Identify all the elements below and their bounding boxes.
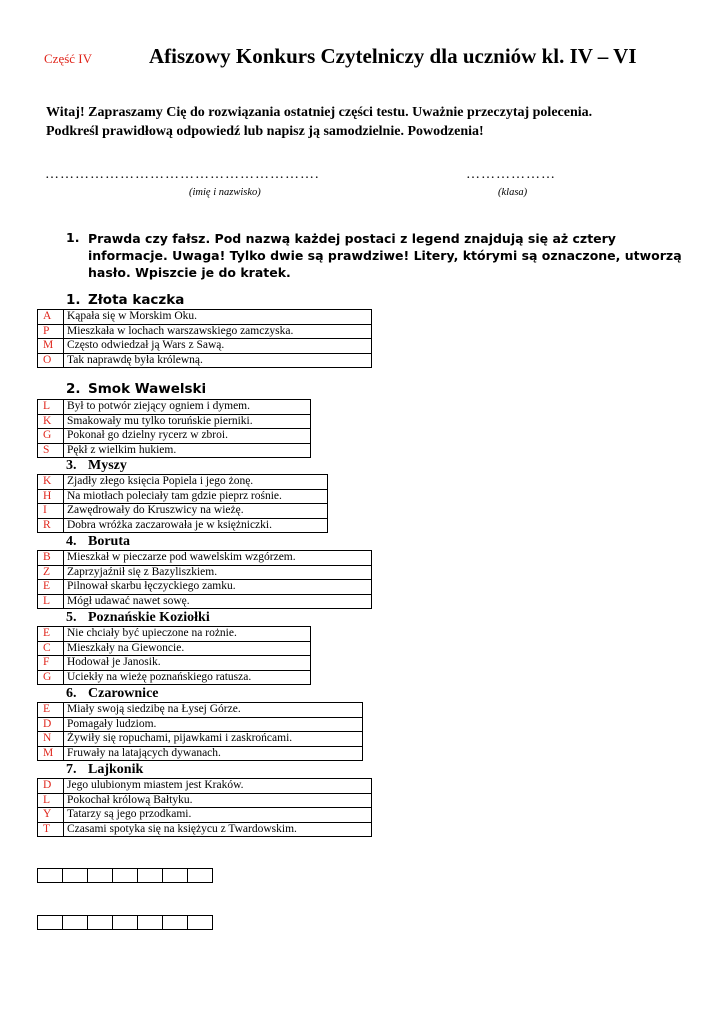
intro-line-2: Podkreśl prawidłową odpowiedź lub napisz ją samodzielnie. Powodzenia! bbox=[46, 124, 484, 139]
statement-letter: D bbox=[38, 717, 64, 732]
class-field[interactable]: ……………… bbox=[466, 167, 556, 182]
answer-boxes-2 bbox=[37, 915, 213, 930]
task-number: 1. bbox=[66, 230, 80, 245]
statement-text[interactable]: Mieszkał w pieczarze pod wawelskim wzgórzem. bbox=[64, 551, 372, 566]
statement-text[interactable]: Dobra wróżka zaczarowała je w księżniczki. bbox=[64, 518, 328, 533]
name-field[interactable]: ………………………………………………. bbox=[45, 167, 320, 182]
statement-row[interactable] bbox=[38, 627, 311, 642]
statement-letter: B bbox=[38, 551, 64, 566]
statement-table bbox=[37, 626, 311, 685]
statement-text[interactable]: Żywiły się ropuchami, pijawkami i zaskrońcami. bbox=[64, 732, 363, 747]
statement-row[interactable] bbox=[38, 746, 363, 761]
section-title bbox=[66, 458, 127, 474]
answer-box[interactable] bbox=[138, 916, 163, 930]
statement-row[interactable] bbox=[38, 353, 372, 368]
statement-text[interactable]: Zawędrowały do Kruszwicy na wieżę. bbox=[64, 504, 328, 519]
section-title bbox=[66, 686, 159, 702]
statement-letter: K bbox=[38, 475, 64, 490]
statement-row[interactable] bbox=[38, 717, 363, 732]
section-name: Smok Wawelski bbox=[88, 381, 207, 397]
statement-text[interactable]: Nie chciały być upieczone na rożnie. bbox=[64, 627, 311, 642]
answer-boxes-1 bbox=[37, 868, 213, 883]
statement-text[interactable]: Był to potwór ziejący ogniem i dymem. bbox=[64, 400, 311, 415]
intro-line-1: Witaj! Zapraszamy Cię do rozwiązania ostatniej części testu. Uważnie przeczytaj polecenia. bbox=[46, 105, 593, 120]
section-name: Czarownice bbox=[88, 686, 159, 701]
statement-row[interactable] bbox=[38, 779, 372, 794]
statement-text[interactable]: Zjadły złego księcia Popiela i jego żonę. bbox=[64, 475, 328, 490]
statement-text[interactable]: Jego ulubionym miastem jest Kraków. bbox=[64, 779, 372, 794]
statement-letter: L bbox=[38, 594, 64, 609]
statement-table bbox=[37, 399, 311, 458]
section-title bbox=[66, 381, 206, 397]
statement-text[interactable]: Pokonał go dzielny rycerz w zbroi. bbox=[64, 429, 311, 444]
statement-text[interactable]: Mieszkała w lochach warszawskiego zamczyska. bbox=[64, 324, 372, 339]
statement-letter: Y bbox=[38, 808, 64, 823]
statement-text[interactable]: Tak naprawdę była królewną. bbox=[64, 353, 372, 368]
statement-text[interactable]: Czasami spotyka się na księżycu z Twardowskim. bbox=[64, 822, 372, 837]
answer-box[interactable] bbox=[138, 869, 163, 883]
statement-table bbox=[37, 309, 372, 368]
statement-row[interactable] bbox=[38, 310, 372, 325]
answer-box[interactable] bbox=[38, 869, 63, 883]
name-caption: (imię i nazwisko) bbox=[189, 187, 261, 198]
answer-box[interactable] bbox=[63, 916, 88, 930]
answer-box[interactable] bbox=[113, 916, 138, 930]
statement-text[interactable]: Miały swoją siedzibę na Łysej Górze. bbox=[64, 703, 363, 718]
statement-row[interactable] bbox=[38, 414, 311, 429]
statement-row[interactable] bbox=[38, 551, 372, 566]
section-name: Złota kaczka bbox=[88, 292, 185, 308]
statement-row[interactable] bbox=[38, 504, 328, 519]
statement-text[interactable]: Pilnował skarbu łęczyckiego zamku. bbox=[64, 580, 372, 595]
statement-row[interactable] bbox=[38, 580, 372, 595]
statement-text[interactable]: Mieszkały na Giewoncie. bbox=[64, 641, 311, 656]
statement-letter: H bbox=[38, 489, 64, 504]
statement-letter: P bbox=[38, 324, 64, 339]
statement-letter: G bbox=[38, 670, 64, 685]
statement-text[interactable]: Mógł udawać nawet sowę. bbox=[64, 594, 372, 609]
statement-text[interactable]: Tatarzy są jego przodkami. bbox=[64, 808, 372, 823]
section-title bbox=[66, 762, 143, 778]
answer-box[interactable] bbox=[163, 916, 188, 930]
class-caption: (klasa) bbox=[498, 187, 528, 198]
statement-row[interactable] bbox=[38, 641, 311, 656]
statement-table bbox=[37, 550, 372, 609]
statement-table bbox=[37, 702, 363, 761]
statement-row[interactable] bbox=[38, 793, 372, 808]
statement-letter: L bbox=[38, 793, 64, 808]
section-number: 7. bbox=[66, 762, 77, 777]
statement-letter: M bbox=[38, 339, 64, 354]
task-instructions: Prawda czy fałsz. Pod nazwą każdej postaci z legend znajdują się aż cztery informacje. Uwaga! Tylko dwie są prawdziwe! Litery, którymi są oznaczone, utworzą hasło. Wpiszcie je do kratek. bbox=[88, 231, 682, 280]
statement-row[interactable] bbox=[38, 518, 328, 533]
statement-text[interactable]: Fruwały na latających dywanach. bbox=[64, 746, 363, 761]
statement-text[interactable]: Pękł z wielkim hukiem. bbox=[64, 443, 311, 458]
statement-letter: Z bbox=[38, 565, 64, 580]
statement-text[interactable]: Uciekły na wieżę poznańskiego ratusza. bbox=[64, 670, 311, 685]
statement-letter: S bbox=[38, 443, 64, 458]
answer-box[interactable] bbox=[63, 869, 88, 883]
page-title: Afiszowy Konkurs Czytelniczy dla uczniów kl. IV – VI bbox=[149, 44, 637, 68]
statement-text[interactable]: Na miotłach poleciały tam gdzie pieprz rośnie. bbox=[64, 489, 328, 504]
statement-text[interactable]: Zaprzyjaźnił się z Bazyliszkiem. bbox=[64, 565, 372, 580]
part-label: Część IV bbox=[44, 51, 93, 66]
answer-box[interactable] bbox=[88, 869, 113, 883]
answer-box[interactable] bbox=[188, 869, 213, 883]
statement-letter: A bbox=[38, 310, 64, 325]
section-name: Boruta bbox=[88, 534, 130, 549]
statement-letter: E bbox=[38, 703, 64, 718]
statement-letter: E bbox=[38, 580, 64, 595]
statement-row[interactable] bbox=[38, 808, 372, 823]
statement-text[interactable]: Często odwiedzał ją Wars z Sawą. bbox=[64, 339, 372, 354]
statement-row[interactable] bbox=[38, 656, 311, 671]
section-number: 1. bbox=[66, 292, 81, 308]
statement-table bbox=[37, 474, 328, 533]
section-number: 4. bbox=[66, 534, 77, 549]
statement-letter: I bbox=[38, 504, 64, 519]
section-name: Lajkonik bbox=[88, 762, 144, 777]
statement-letter: K bbox=[38, 414, 64, 429]
section-title bbox=[66, 534, 130, 550]
statement-letter: T bbox=[38, 822, 64, 837]
statement-letter: R bbox=[38, 518, 64, 533]
statement-text[interactable]: Kąpała się w Morskim Oku. bbox=[64, 310, 372, 325]
section-number: 3. bbox=[66, 458, 77, 473]
statement-row[interactable] bbox=[38, 443, 311, 458]
statement-row[interactable] bbox=[38, 670, 311, 685]
statement-letter: G bbox=[38, 429, 64, 444]
statement-text[interactable]: Smakowały mu tylko toruńskie pierniki. bbox=[64, 414, 311, 429]
section-name: Poznańskie Koziołki bbox=[88, 610, 210, 625]
section-title bbox=[66, 292, 184, 308]
statement-letter: N bbox=[38, 732, 64, 747]
statement-row[interactable] bbox=[38, 732, 363, 747]
section-number: 5. bbox=[66, 610, 77, 625]
section-title bbox=[66, 610, 210, 626]
statement-row[interactable] bbox=[38, 429, 311, 444]
statement-text[interactable]: Pokochał królową Bałtyku. bbox=[64, 793, 372, 808]
statement-row[interactable] bbox=[38, 489, 328, 504]
statement-letter: C bbox=[38, 641, 64, 656]
statement-row[interactable] bbox=[38, 400, 311, 415]
statement-row[interactable] bbox=[38, 822, 372, 837]
answer-box[interactable] bbox=[38, 916, 63, 930]
section-number: 2. bbox=[66, 381, 81, 397]
statement-letter: M bbox=[38, 746, 64, 761]
statement-row[interactable] bbox=[38, 594, 372, 609]
answer-box[interactable] bbox=[113, 869, 138, 883]
statement-text[interactable]: Pomagały ludziom. bbox=[64, 717, 363, 732]
answer-box[interactable] bbox=[88, 916, 113, 930]
section-name: Myszy bbox=[88, 458, 127, 473]
section-number: 6. bbox=[66, 686, 77, 701]
statement-row[interactable] bbox=[38, 339, 372, 354]
statement-row[interactable] bbox=[38, 475, 328, 490]
statement-letter: D bbox=[38, 779, 64, 794]
statement-table bbox=[37, 778, 372, 837]
statement-letter: E bbox=[38, 627, 64, 642]
statement-row[interactable] bbox=[38, 703, 363, 718]
statement-text[interactable]: Hodował je Janosik. bbox=[64, 656, 311, 671]
answer-box[interactable] bbox=[188, 916, 213, 930]
answer-box[interactable] bbox=[163, 869, 188, 883]
statement-row[interactable] bbox=[38, 324, 372, 339]
statement-letter: O bbox=[38, 353, 64, 368]
statement-row[interactable] bbox=[38, 565, 372, 580]
statement-letter: L bbox=[38, 400, 64, 415]
statement-letter: F bbox=[38, 656, 64, 671]
